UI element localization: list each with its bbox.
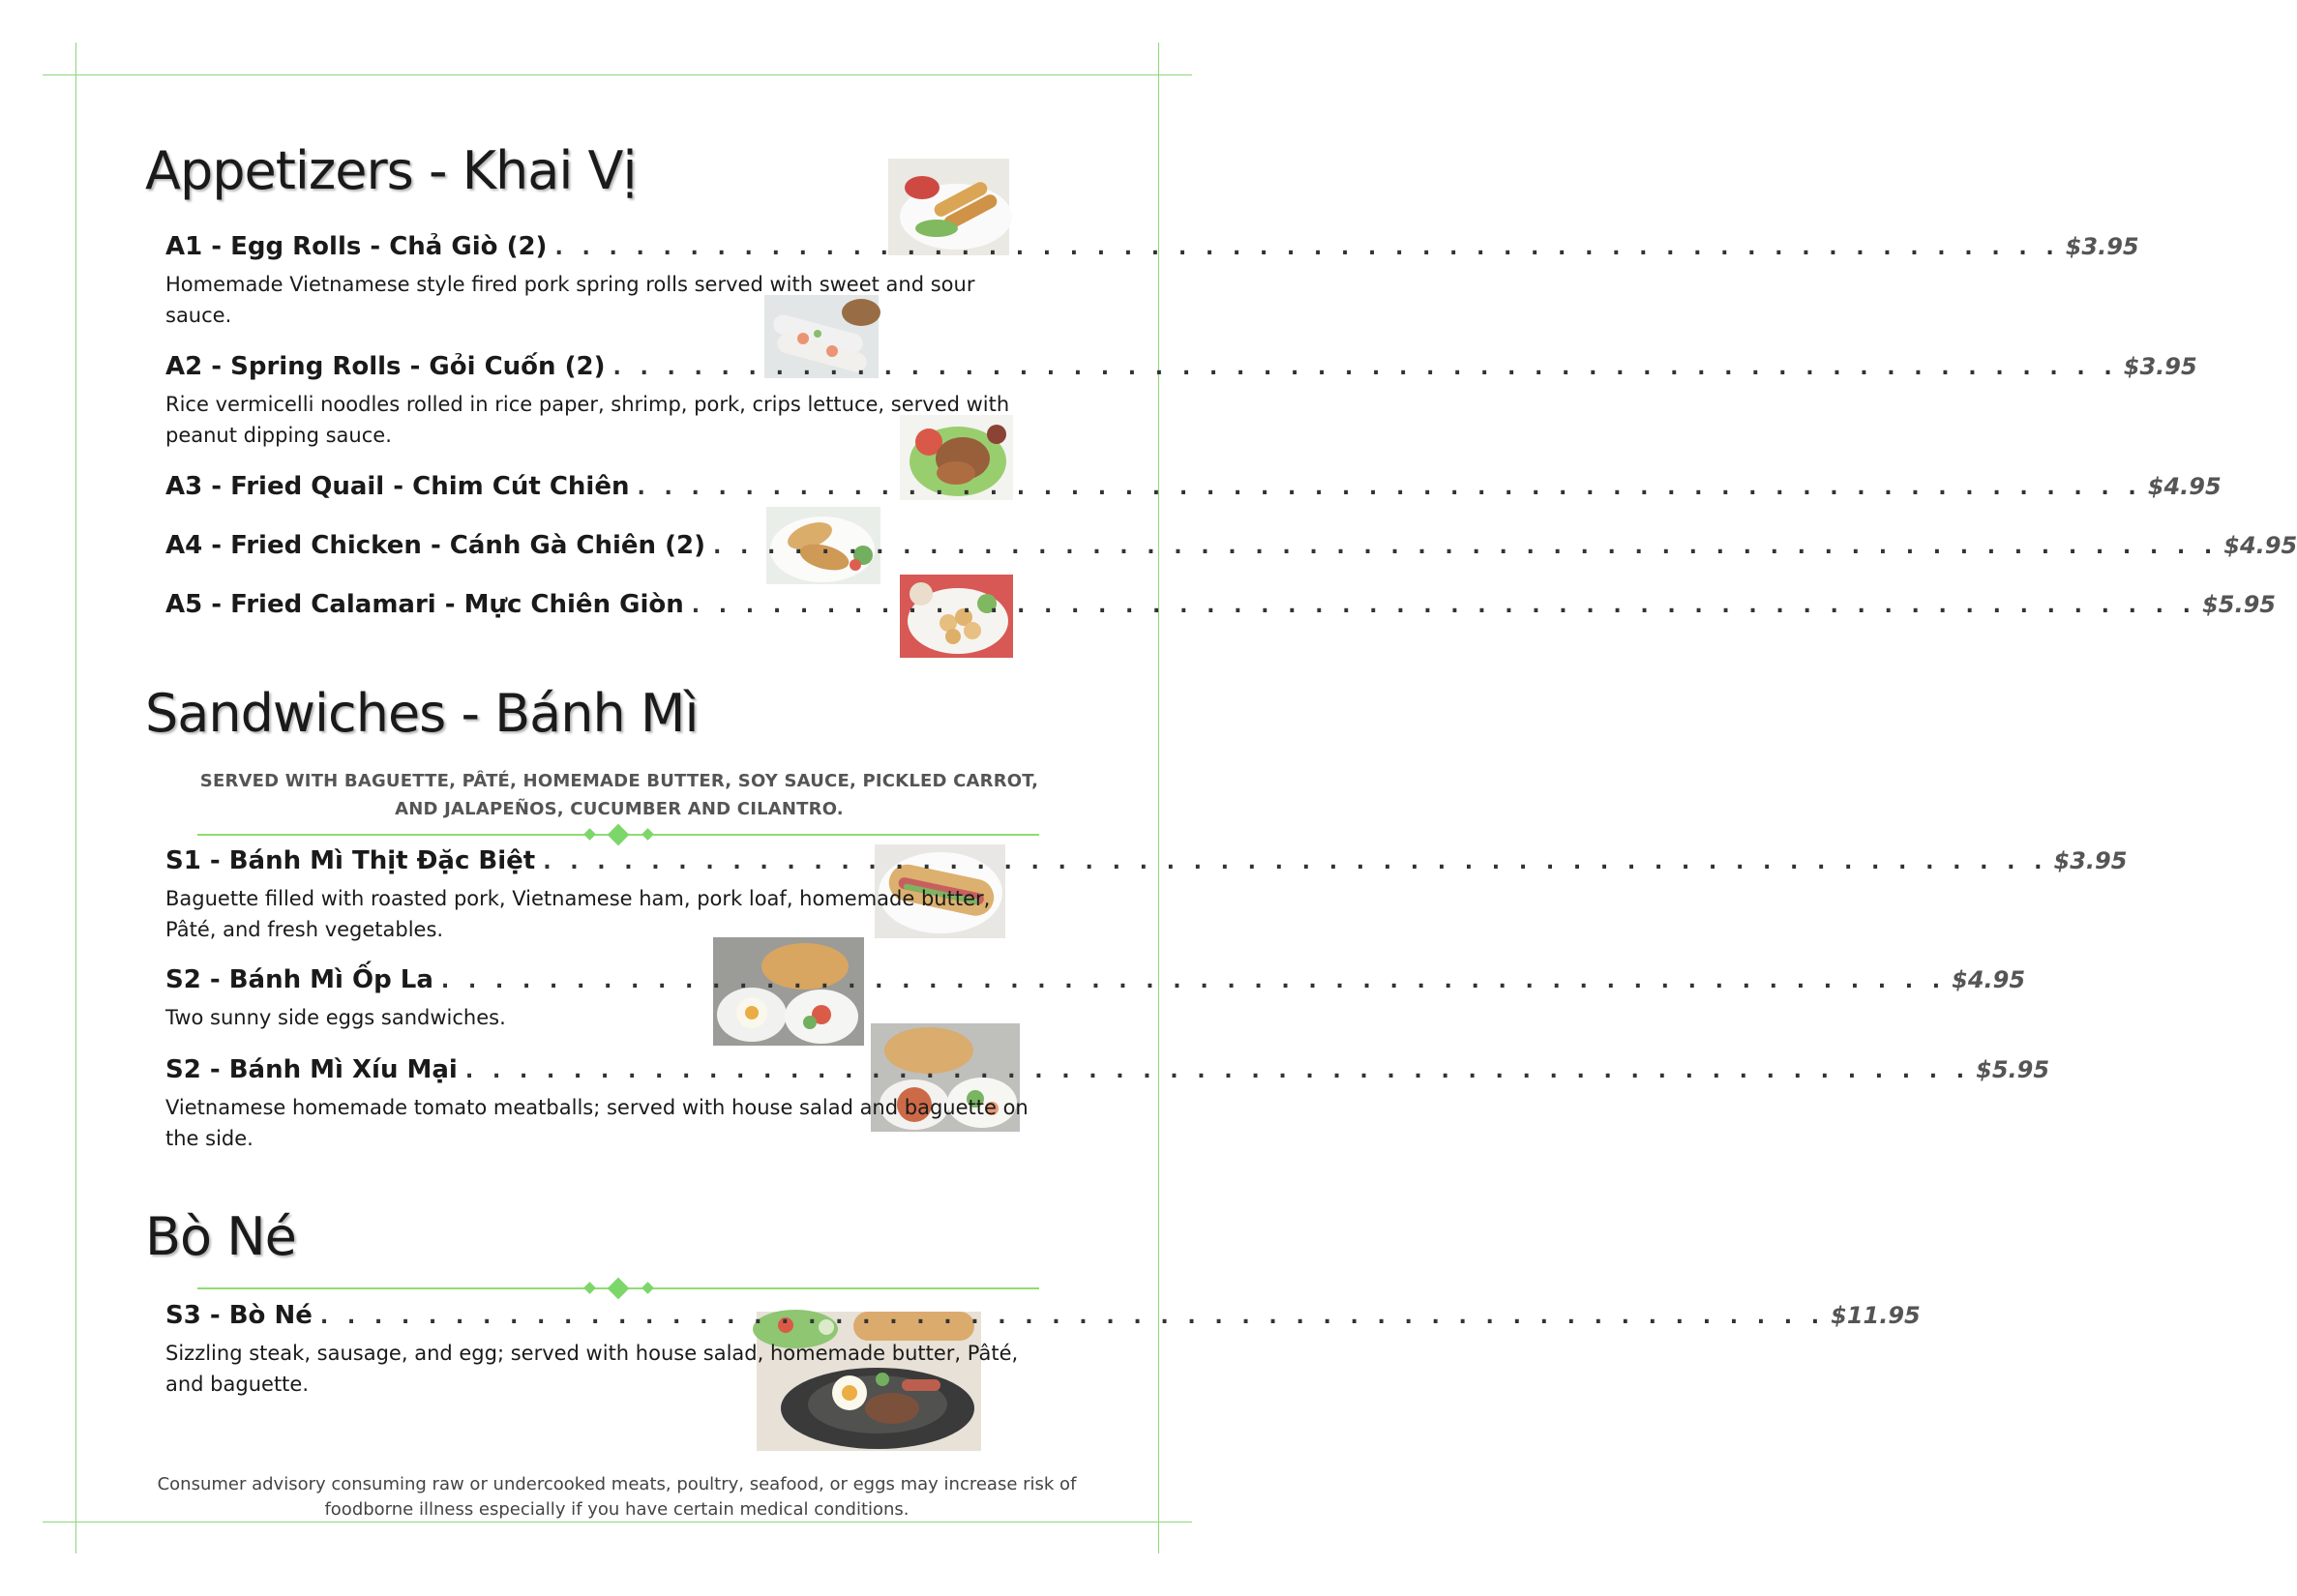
item-price: $5.95 — [2202, 591, 2276, 618]
item-description: Sizzling steak, sausage, and egg; served with house salad, homemade butter, Pâté, and baguette. — [165, 1342, 1019, 1396]
item-name: A4 - Fried Chicken - Cánh Gà Chiên (2) — [165, 531, 705, 560]
item-price: $3.95 — [2065, 233, 2139, 260]
item-price: $4.95 — [1952, 966, 2026, 993]
item-description: Vietnamese homemade tomato meatballs; served with house salad and baguette on the side. — [165, 1096, 1029, 1150]
item-name: S2 - Bánh Mì Xíu Mại — [165, 1055, 458, 1084]
item-name: S3 - Bò Né — [165, 1301, 313, 1330]
item-description: Homemade Vietnamese style fired pork spring rolls served with sweet and sour sauce. — [165, 273, 975, 327]
dot-leader: . . . . . . . . . . . . . . . . . . . . . . . . . . . . . . . . . . . . . . . . . . . . . . . . . . . . . . . . — [554, 236, 2060, 260]
item-description: Baguette filled with roasted pork, Vietnamese ham, pork loaf, homemade butter, Pâté, and fresh vegetables. — [165, 887, 991, 941]
dot-leader: . . . . . . . . . . . . . . . . . . . . . . . . . . . . . . . . . . . . . . . . . . . . . . . . . . . . . . . . — [612, 356, 2118, 380]
item-name: S1 - Bánh Mì Thịt Đặc Biệt — [165, 846, 536, 875]
dot-leader: . . . . . . . . . . . . . . . . . . . . . . . . . . . . . . . . . . . . . . . . . . . . . . . . . . . . . . . . — [691, 594, 2197, 618]
item-price: $3.95 — [2123, 353, 2197, 380]
appetizer-item-a3[interactable] — [165, 472, 2222, 501]
item-name: S2 - Bánh Mì Ốp La — [165, 965, 433, 994]
item-description: Rice vermicelli noodles rolled in rice paper, shrimp, pork, crips lettuce, served with peanut dipping sauce. — [165, 393, 1010, 447]
item-name: A5 - Fried Calamari - Mực Chiên Giòn — [165, 590, 684, 619]
appetizer-item-a4[interactable] — [165, 531, 2297, 560]
sandwich-item-s2-xiu-mai[interactable] — [165, 1055, 2050, 1084]
top-guide-line — [43, 74, 1192, 75]
bo-ne-item-s3[interactable] — [165, 1301, 1921, 1330]
sandwiches-title: Sandwiches - Bánh Mì — [145, 683, 699, 744]
dot-leader: . . . . . . . . . . . . . . . . . . . . . . . . . . . . . . . . . . . . . . . . . . . . . . . . . . . . . . . . — [319, 1305, 1826, 1329]
dot-leader: . . . . . . . . . . . . . . . . . . . . . . . . . . . . . . . . . . . . . . . . . . . . . . . . . . . . . . . . — [543, 850, 2048, 874]
section-divider — [197, 1277, 1039, 1300]
appetizers-title: Appetizers - Khai Vị — [145, 140, 637, 201]
bo-ne-title: Bò Né — [145, 1206, 296, 1267]
appetizer-item-a5[interactable] — [165, 590, 2276, 619]
left-guide-line — [75, 43, 76, 1553]
item-name: A3 - Fried Quail - Chim Cút Chiên — [165, 472, 630, 501]
section-divider — [197, 823, 1039, 846]
item-price: $4.95 — [2147, 473, 2222, 500]
item-description: Two sunny side eggs sandwiches. — [165, 1006, 506, 1029]
sandwich-item-s1[interactable] — [165, 846, 2128, 875]
dot-leader: . . . . . . . . . . . . . . . . . . . . . . . . . . . . . . . . . . . . . . . . . . . . . . . . . . . . . . . . — [440, 969, 1947, 993]
item-name: A2 - Spring Rolls - Gỏi Cuốn (2) — [165, 352, 606, 381]
dot-leader: . . . . . . . . . . . . . . . . . . . . . . . . . . . . . . . . . . . . . . . . . . . . . . . . . . . . . . . . — [712, 535, 2219, 559]
item-price: $11.95 — [1831, 1302, 1921, 1329]
item-price: $3.95 — [2053, 847, 2128, 874]
sandwiches-subtitle: SERVED WITH BAGUETTE, PÂTÉ, HOMEMADE BUTTER, SOY SAUCE, PICKLED CARROT, AND JALAPEÑOS, CUCUMBER AND CILANTRO. — [199, 771, 1039, 819]
item-name: A1 - Egg Rolls - Chả Giò (2) — [165, 232, 548, 261]
consumer-advisory: Consumer advisory consuming raw or undercooked meats, poultry, seafood, or eggs may increase risk of foodborne illness especially if you have certain medical conditions. — [157, 1474, 1077, 1520]
dot-leader: . . . . . . . . . . . . . . . . . . . . . . . . . . . . . . . . . . . . . . . . . . . . . . . . . . . . . . . . — [464, 1059, 1971, 1083]
appetizer-item-a1[interactable] — [165, 232, 2139, 261]
item-price: $4.95 — [2223, 532, 2297, 559]
dot-leader: . . . . . . . . . . . . . . . . . . . . . . . . . . . . . . . . . . . . . . . . . . . . . . . . . . . . . . . . — [637, 476, 2142, 500]
item-price: $5.95 — [1976, 1056, 2050, 1083]
sandwich-item-s2-op-la[interactable] — [165, 965, 2026, 994]
appetizer-item-a2[interactable] — [165, 352, 2197, 381]
